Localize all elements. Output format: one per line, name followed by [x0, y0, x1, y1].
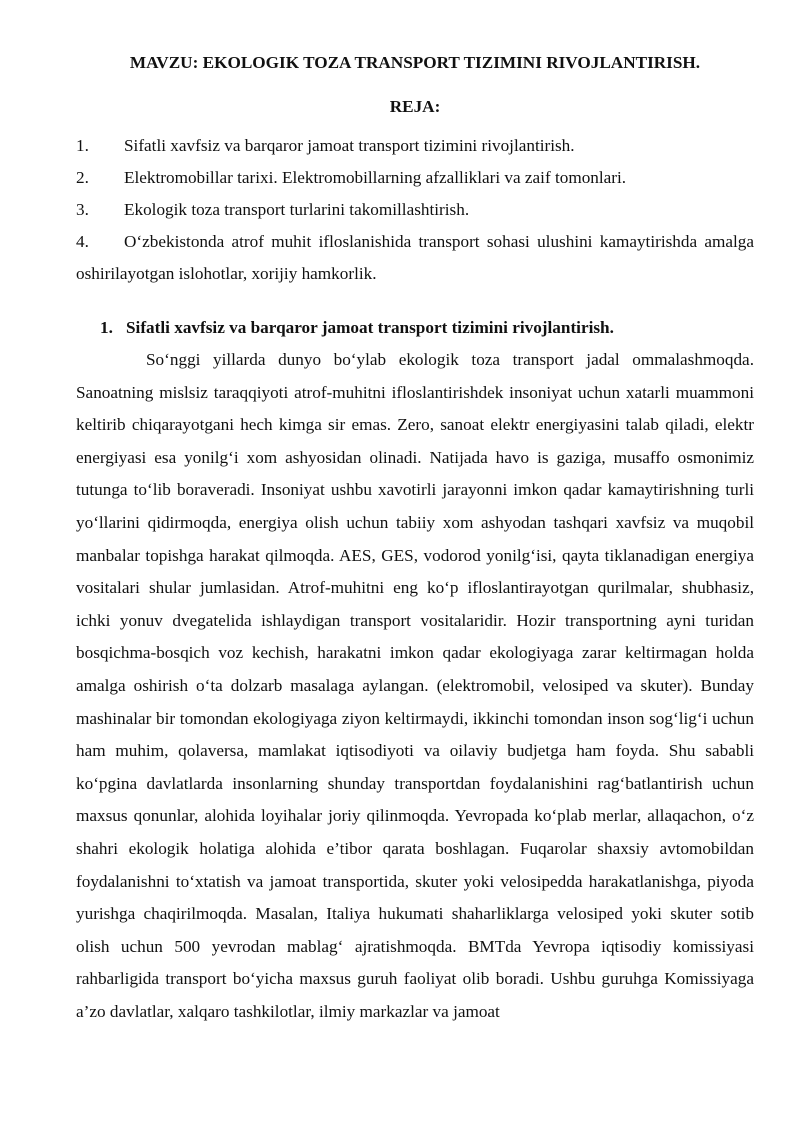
plan-item	[76, 162, 754, 194]
plan-heading: REJA:	[389, 97, 441, 116]
plan-item-text: Sifatli xavfsiz va barqaror jamoat transport tizimini rivojlantirish.	[124, 136, 575, 155]
plan-item	[76, 130, 754, 162]
plan-item	[76, 194, 754, 226]
plan-item	[76, 226, 754, 290]
section-heading	[100, 312, 754, 344]
plan-item-number: 4.	[76, 232, 89, 251]
body-paragraph: So‘nggi yillarda dunyo bo‘ylab ekologik toza transport jadal ommalashmoqda. Sanoatning mislsiz taraqqiyoti atrof-muhitni ifloslantirishdek insoniyat uchun xatarli muammoni keltirib chiqarayotgani hech kimga sir emas. Zero, sanoat elektr energiyasini talab qiladi, elektr energiyasi esa yonilg‘i xom ashyosidan olinadi. Natijada havo is gaziga, musaffo osmonimiz tutunga to‘lib boraveradi. Insoniyat ushbu xavotirli jarayonni imkon qadar kamaytirishning turli yo‘llarini qidirmoqda, energiya olish uchun tabiiy xom ashyodan tashqari xavfsiz va muqobil manbalar topishga harakat qilmoqda. AES, GES, vodorod yonilg‘isi, qayta tiklanadigan energiya vositalari shular jumlasidan. Atrof-muhitni eng ko‘p ifloslantirayotgan qurilmalar, shubhasiz, ichki yonuv dvegatelida ishlaydigan transport vositalaridir. Hozir transportning ayni turidan bosqichma-bosqich voz kechish, harakatni imkon qadar ekologiyaga zarar keltirmagan holda amalga oshirish o‘ta dolzarb masalaga aylangan. (elektromobil, velosiped va skuter). Bunday mashinalar bir tomondan ekologiyaga ziyon keltirmaydi, ikkinchi tomondan inson sog‘lig‘i uchun ham muhim, qolaversa, mamlakat iqtisodiyoti va oilaviy budjetga ham foyda. Shu sababli ko‘pgina davlatlarda insonlarning shunday transportdan foydalanishini rag‘batlantirish uchun maxsus qonunlar, alohida loyihalar joriy qilinmoqda. Yevropada ko‘plab merlar, allaqachon, o‘z shahri ekologik holatiga alohida e’tibor qarata boshlagan. Fuqarolar shaxsiy avtomobildan foydalanishni to‘xtatish va jamoat transportida, skuter yoki velosipedda harakatlanishga, piyoda yurishga chaqirilmoqda. Masalan, Italiya hukumati shaharliklarga velosiped yoki skuter sotib olish uchun 500 yevrodan mablag‘ ajratishmoqda. BMTda Yevropa iqtisodiy komissiyasi rahbarligida transport bo‘yicha maxsus guruh faoliyat olib boradi. Ushbu guruhga Komissiyaga a’zo davlatlar, xalqaro tashkilotlar, ilmiy markazlar va jamoat	[76, 350, 754, 1021]
document-title: MAVZU: EKOLOGIK TOZA TRANSPORT TIZIMINI RIVOJLANTIRISH.	[129, 53, 701, 72]
section-title: Sifatli xavfsiz va barqaror jamoat transport tizimini rivojlantirish.	[126, 318, 614, 337]
plan-item-text: Ekologik toza transport turlarini takomillashtirish.	[124, 200, 470, 219]
plan-list	[76, 130, 754, 290]
plan-item-text: Elektromobillar tarixi. Elektromobillarning afzalliklari va zaif tomonlari.	[124, 168, 627, 187]
plan-item-text: O‘zbekistonda atrof muhit ifloslanishida transport sohasi ulushini kamaytirishda amalga oshirilayotgan islohotlar, xorijiy hamkorlik.	[76, 232, 754, 283]
section-number: 1.	[100, 318, 113, 337]
plan-item-number: 1.	[76, 136, 89, 155]
plan-item-number: 2.	[76, 168, 89, 187]
plan-item-number: 3.	[76, 200, 89, 219]
